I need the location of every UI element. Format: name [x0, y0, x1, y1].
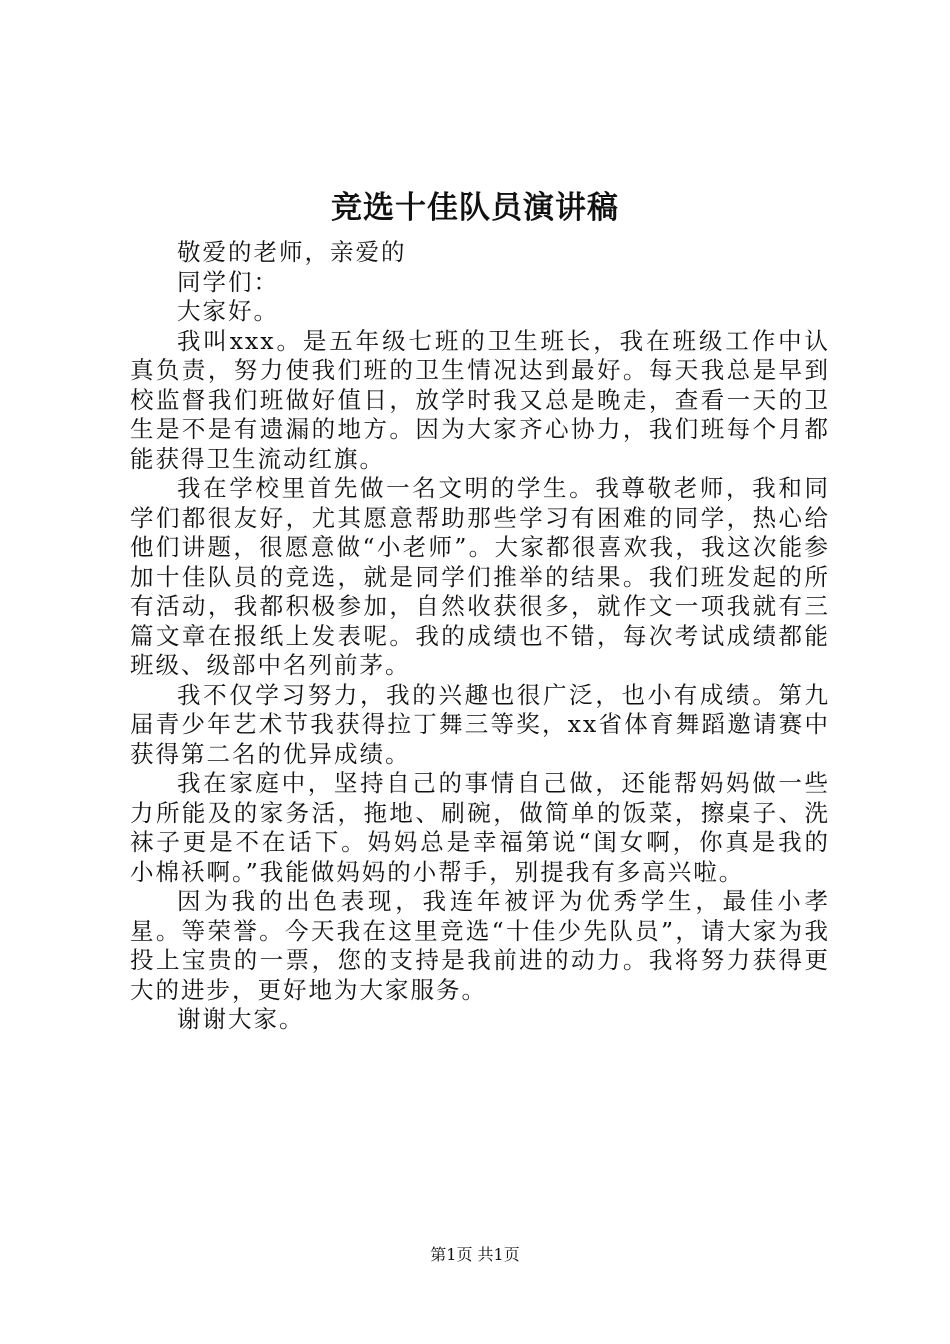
document-body [130, 238, 830, 1035]
page-number-footer: 第1页 共1页 [430, 1245, 520, 1264]
paragraph-salutation-1: 敬爱的老师，亲爱的 [177, 238, 407, 266]
paragraph-honors: 因为我的出色表现，我连年被评为优秀学生，最佳小孝星。等荣誉。今天我在这里竞选“十佳少先队员”，请大家为我投上宝贵的一票，您的支持是我前进的动力。我将努力获得更大的进步，更好地为大家服务。 [130, 887, 830, 1004]
paragraph-school: 我在学校里首先做一名文明的学生。我尊敬老师，我和同学们都很友好，尤其愿意帮助那些学习有困难的同学，热心给他们讲题，很愿意做“小老师”。大家都很喜欢我，我这次能参加十佳队员的竞选，就是同学们推举的结果。我们班发起的所有活动，我都积极参加，自然收获很多，就作文一项我就有三篇文章在报纸上发表呢。我的成绩也不错，每次考试成绩都能班级、级部中名列前茅。 [130, 474, 830, 679]
paragraph-greeting: 大家好。 [177, 297, 279, 325]
document-title: 竞选十佳队员演讲稿 [331, 190, 619, 226]
paragraph-family: 我在家庭中，坚持自己的事情自己做，还能帮妈妈做一些力所能及的家务活，拖地、刷碗，做简单的饭菜，擦桌子、洗袜子更是不在话下。妈妈总是幸福第说“闺女啊，你真是我的小棉袄啊。”我能做妈妈的小帮手，别提我有多高兴啦。 [130, 769, 830, 886]
paragraph-introduction: 我叫xxx。是五年级七班的卫生班长，我在班级工作中认真负责，努力使我们班的卫生情况达到最好。每天我总是早到校监督我们班做好值日，放学时我又总是晚走，查看一天的卫生是不是有遗漏的地方。因为大家齐心协力，我们班每个月都能获得卫生流动红旗。 [130, 326, 830, 473]
paragraph-salutation-2: 同学们： [177, 267, 279, 296]
paragraph-closing: 谢谢大家。 [177, 1005, 305, 1033]
paragraph-interests: 我不仅学习努力，我的兴趣也很广泛，也小有成绩。第九届青少年艺术节我获得拉丁舞三等奖，xx省体育舞蹈邀请赛中获得第二名的优异成绩。 [130, 680, 830, 768]
